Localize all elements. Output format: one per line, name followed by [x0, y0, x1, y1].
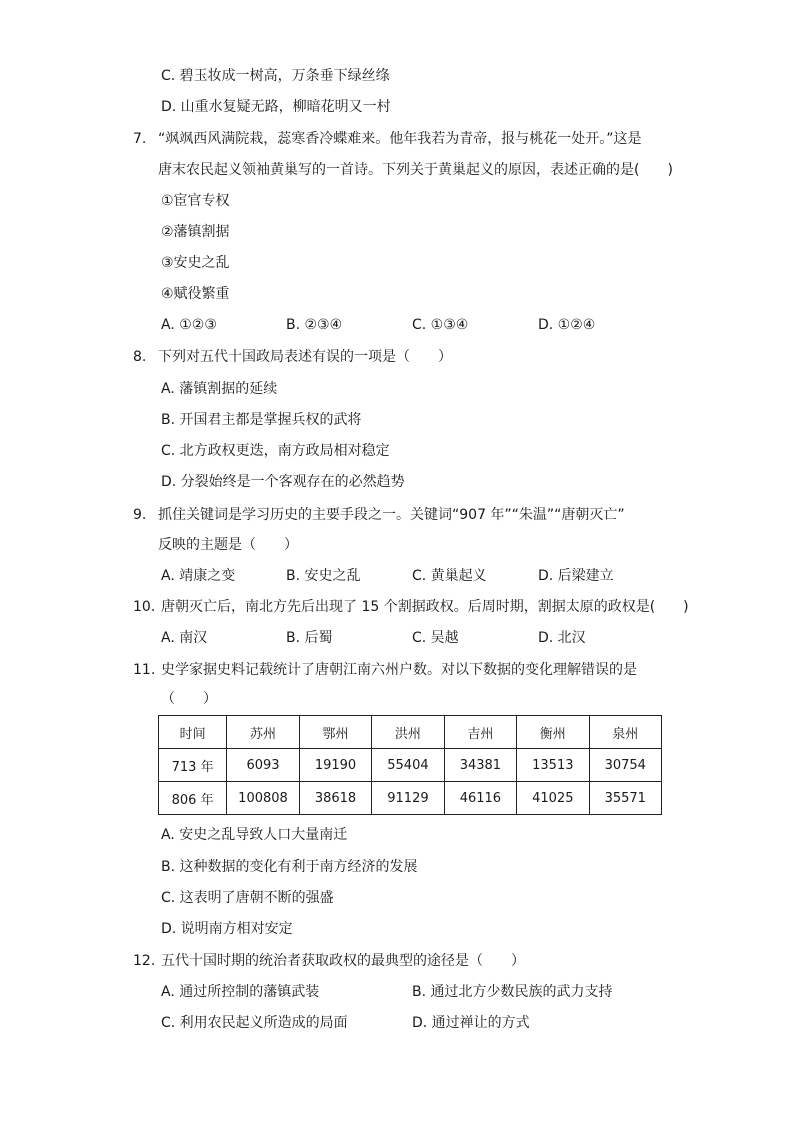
table-cell: 13513	[517, 749, 589, 782]
q6-option-d: D. 山重水复疑无路，柳暗花明又一村	[161, 99, 391, 115]
table-cell: 806 年	[159, 782, 227, 815]
q12-option-a: A. 通过所控制的藩镇武装	[161, 984, 320, 1000]
table-header-cell: 衡州	[517, 716, 589, 749]
q7-number: 7.	[133, 131, 147, 147]
q12-number: 12.	[133, 953, 156, 969]
q8-stem: 下列对五代十国政局表述有误的一项是（ ）	[158, 349, 452, 365]
table-cell: 713 年	[159, 749, 227, 782]
q7-option-c: C. ①③④	[412, 317, 469, 333]
q9-option-a: A. 靖康之变	[161, 568, 236, 584]
q6-option-c: C. 碧玉妆成一树高，万条垂下绿丝绦	[161, 68, 390, 84]
table-header-cell: 洪州	[372, 716, 444, 749]
q10-option-a: A. 南汉	[161, 630, 208, 646]
q9-option-b: B. 安史之乱	[286, 568, 361, 584]
table-cell: 41025	[517, 782, 589, 815]
q10-number: 10.	[133, 599, 156, 615]
table-cell: 38618	[299, 782, 371, 815]
q7-item: ④赋役繁重	[161, 286, 230, 302]
q11-stem-line1: 史学家据史料记载统计了唐朝江南六州户数。对以下数据的变化理解错误的是	[161, 662, 637, 678]
table-cell: 55404	[372, 749, 444, 782]
table-header-cell: 苏州	[227, 716, 300, 749]
q12-option-d: D. 通过禅让的方式	[412, 1015, 530, 1031]
table-header-row	[159, 716, 662, 749]
q12-option-c: C. 利用农民起义所造成的局面	[161, 1015, 348, 1031]
table-cell: 19190	[299, 749, 371, 782]
q11-option-a: A. 安史之乱导致人口大量南迁	[161, 827, 348, 843]
q7-stem-line1: “飒飒西风满院栽，蕊寒香冷蝶难来。他年我若为青帝，报与桃花一处开。”这是	[158, 131, 642, 147]
table-header-cell: 鄂州	[299, 716, 371, 749]
household-data-table	[158, 715, 662, 815]
table-cell: 91129	[372, 782, 444, 815]
q8-number: 8.	[133, 349, 147, 365]
q11-option-d: D. 说明南方相对安定	[161, 921, 293, 937]
table-cell: 35571	[589, 782, 661, 815]
q10-option-b: B. 后蜀	[286, 630, 333, 646]
q8-option-a: A. 藩镇割据的延续	[161, 381, 278, 397]
table-cell: 46116	[444, 782, 516, 815]
q9-stem-line1: 抓住关键词是学习历史的主要手段之一。关键词“907 年”“朱温”“唐朝灭亡”	[158, 507, 625, 523]
q12-option-b: B. 通过北方少数民族的武力支持	[412, 984, 613, 1000]
q10-stem: 唐朝灭亡后，南北方先后出现了 15 个割据政权。后周时期，割据太原的政权是( )	[161, 599, 689, 615]
q11-stem-line2: （ ）	[161, 691, 217, 707]
q9-stem-line2: 反映的主题是（ ）	[158, 537, 298, 553]
table-row	[159, 749, 662, 782]
q11-option-b: B. 这种数据的变化有利于南方经济的发展	[161, 859, 418, 875]
q7-stem-line2: 唐末农民起义领袖黄巢写的一首诗。下列关于黄巢起义的原因，表述正确的是( )	[158, 162, 673, 178]
q11-number: 11.	[133, 662, 156, 678]
table-row	[159, 782, 662, 815]
table-cell: 30754	[589, 749, 661, 782]
table-cell: 6093	[227, 749, 300, 782]
q9-option-d: D. 后梁建立	[538, 568, 614, 584]
table-header-cell: 时间	[159, 716, 227, 749]
q7-option-a: A. ①②③	[161, 317, 217, 333]
q11-option-c: C. 这表明了唐朝不断的强盛	[161, 890, 334, 906]
q7-item: ①宦官专权	[161, 193, 230, 209]
q7-item: ②藩镇割据	[161, 224, 230, 240]
table-header-cell: 吉州	[444, 716, 516, 749]
q8-option-b: B. 开国君主都是掌握兵权的武将	[161, 412, 362, 428]
table-header-cell: 泉州	[589, 716, 661, 749]
q10-option-c: C. 吴越	[412, 630, 459, 646]
q12-stem: 五代十国时期的统治者获取政权的最典型的途径是（ ）	[161, 953, 525, 969]
q9-option-c: C. 黄巢起义	[412, 568, 487, 584]
q7-item: ③安史之乱	[161, 255, 230, 271]
q7-option-d: D. ①②④	[538, 317, 596, 333]
q8-option-c: C. 北方政权更迭，南方政局相对稳定	[161, 443, 390, 459]
q9-number: 9.	[133, 507, 147, 523]
table-cell: 100808	[227, 782, 300, 815]
q8-option-d: D. 分裂始终是一个客观存在的必然趋势	[161, 474, 405, 490]
q10-option-d: D. 北汉	[538, 630, 586, 646]
q7-option-b: B. ②③④	[286, 317, 343, 333]
table-cell: 34381	[444, 749, 516, 782]
